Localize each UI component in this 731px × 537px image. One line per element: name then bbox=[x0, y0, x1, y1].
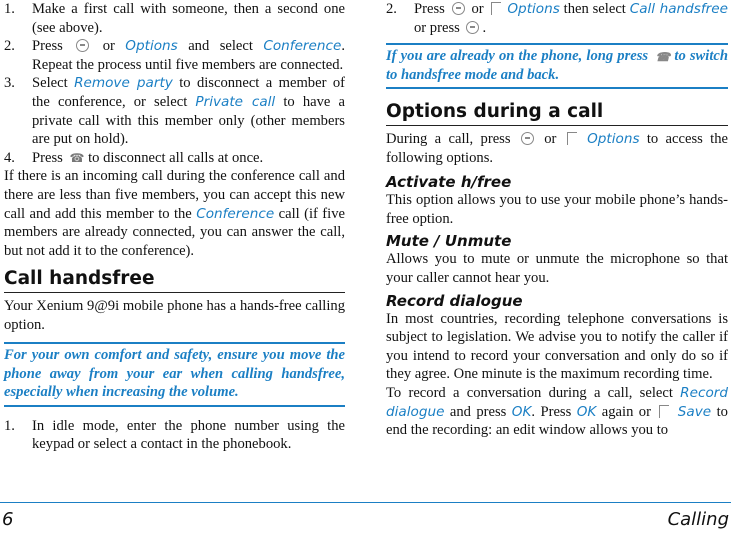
phone-note: If you are already on the phone, long press ☎ to switch to handsfree mode and back. bbox=[386, 43, 728, 89]
record-dialogue-keyword: Record dialogue bbox=[386, 384, 728, 420]
conference-keyword: Conference bbox=[196, 205, 275, 222]
left-softkey-icon bbox=[567, 132, 577, 145]
ok-key-icon bbox=[466, 21, 479, 34]
handsfree-steps-continued bbox=[386, 0, 728, 37]
remove-party-keyword: Remove party bbox=[74, 75, 173, 92]
handsfree-steps bbox=[4, 417, 345, 454]
handsfree-paragraph: Your Xenium 9@9i mobile phone has a hands-free calling option. bbox=[4, 297, 345, 333]
left-softkey-icon bbox=[491, 2, 501, 15]
list-item: 1. Make a first call with someone, then a second one (see above). bbox=[4, 1, 345, 36]
list-item: 1. In idle mode, enter the phone number using the keypad or select a contact in the phonebook. bbox=[4, 417, 345, 453]
list-item: 4. Press ☎ to disconnect all calls at once. bbox=[4, 149, 264, 166]
list-item: 2. Press or Options then select Call handsfree or press . bbox=[386, 1, 728, 36]
subheading-record-dialogue: Record dialogue bbox=[386, 291, 523, 310]
incoming-call-paragraph: If there is an incoming call during the conference call and there are less than five members, you can accept this new call and add this member to the Conference call (if five members are already connected, you can answer the call, but not add it to the conference). bbox=[4, 168, 345, 259]
right-column bbox=[386, 0, 728, 440]
call-key-icon: ☎ bbox=[655, 49, 671, 64]
activate-paragraph: This option allows you to use your mobile phone’s hands-free option. bbox=[386, 192, 728, 227]
section-heading-options-during-call: Options during a call bbox=[386, 103, 728, 126]
right-softkey-icon bbox=[659, 405, 669, 418]
subheading-mute-unmute: Mute / Unmute bbox=[386, 232, 512, 251]
subheading-activate-hfree: Activate h/free bbox=[386, 173, 512, 192]
page-footer bbox=[0, 502, 731, 537]
safety-note: For your own comfort and safety, ensure you move the phone away from your ear when calling handsfree, especially when increasing the volume. bbox=[4, 342, 345, 407]
mute-paragraph: Allows you to mute or unmute the microphone so that your caller cannot hear you. bbox=[386, 251, 728, 286]
options-keyword: Options bbox=[125, 38, 178, 55]
options-keyword: Options bbox=[587, 130, 640, 147]
record-instructions-paragraph: To record a conversation during a call, select Record dialogue and press OK. Press OK again or Save to end the recording: an edit window allows you to bbox=[386, 384, 728, 439]
hang-up-key-icon: ☎ bbox=[69, 151, 85, 166]
list-item: 2. Press or Options and select Conference. Repeat the process until five members are connected. bbox=[4, 38, 345, 73]
conference-steps bbox=[4, 0, 345, 167]
step-text: Make a first call with someone, then a second one (see above). bbox=[32, 1, 345, 36]
section-heading-call-handsfree: Call handsfree bbox=[4, 270, 345, 293]
ok-key-icon bbox=[452, 2, 465, 15]
options-keyword: Options bbox=[507, 1, 560, 17]
options-paragraph: During a call, press or Options to access the following options. bbox=[386, 130, 728, 166]
page-number: 6 bbox=[2, 509, 14, 530]
ok-keyword: OK bbox=[511, 403, 532, 420]
chapter-title: Calling bbox=[667, 509, 729, 530]
call-handsfree-keyword: Call handsfree bbox=[629, 1, 728, 17]
save-keyword: Save bbox=[677, 403, 712, 420]
left-column bbox=[4, 0, 345, 454]
ok-key-icon bbox=[76, 39, 89, 52]
ok-keyword: OK bbox=[576, 403, 597, 420]
record-paragraph: In most countries, recording telephone conversations is subject to legislation. We advise you to notify the caller if you intend to record your conversation and only do so if they agree. One minute is the maximum recording time. bbox=[386, 310, 728, 383]
private-call-keyword: Private call bbox=[195, 93, 276, 110]
conference-keyword: Conference bbox=[263, 38, 342, 55]
list-item: 3. Select Remove party to disconnect a member of the conference, or select Private call to have a private call with this member only (other members are put on hold). bbox=[4, 75, 345, 148]
ok-key-icon bbox=[521, 132, 534, 145]
